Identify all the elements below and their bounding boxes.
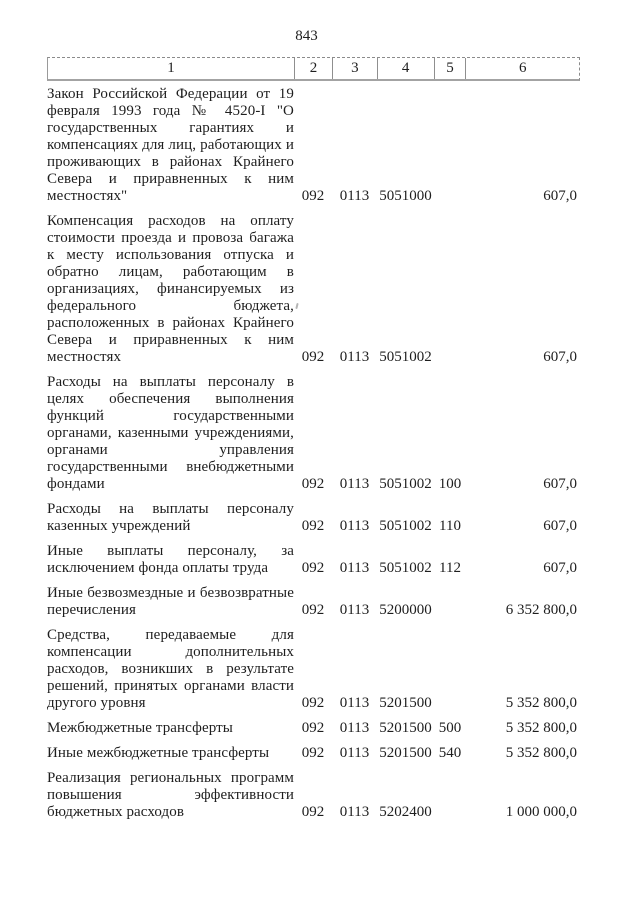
row-description: Средства, передаваемые для компенсации дополнительных расходов, возникших в результате решений, принятых органами власти другого уровня: [47, 627, 294, 711]
table-row: [47, 213, 580, 366]
row-code-chapter: 092: [301, 804, 325, 820]
row-amount: 607,0: [543, 476, 577, 492]
table-row: [47, 543, 580, 577]
table-row: [47, 501, 580, 535]
row-code-target-article: 5201500: [379, 695, 432, 711]
column-header-1: 1: [167, 60, 175, 76]
table-row: [47, 720, 580, 737]
row-code-expense-type: 112: [439, 560, 461, 576]
row-code-section: 0113: [339, 695, 370, 711]
row-code-target-article: 5200000: [379, 602, 432, 618]
row-code-chapter: 092: [301, 560, 325, 576]
table-row: [47, 770, 580, 821]
column-header-4: 4: [377, 58, 434, 79]
row-code-section: 0113: [339, 349, 370, 365]
row-code-target-article: 5051002: [379, 518, 432, 534]
row-description: Реализация региональных программ повышения эффективности бюджетных расходов: [47, 770, 294, 820]
row-code-expense-type: 100: [438, 476, 462, 492]
row-description: Иные безвозмездные и безвозвратные перечисления: [47, 585, 294, 618]
table-row: [47, 86, 580, 205]
column-header-6: 6: [465, 58, 579, 79]
column-header-5: 5: [434, 58, 466, 79]
row-code-section: 0113: [339, 188, 370, 204]
row-code-chapter: 092: [301, 518, 325, 534]
row-code-section: 0113: [339, 720, 370, 736]
row-code-section: 0113: [339, 804, 370, 820]
row-code-chapter: 092: [301, 188, 325, 204]
table-body: [47, 86, 580, 829]
row-code-chapter: 092: [301, 695, 325, 711]
row-amount: 607,0: [543, 188, 577, 204]
row-code-target-article: 5201500: [379, 745, 432, 761]
row-description: Иные выплаты персоналу, за исключением фонда оплаты труда: [47, 543, 294, 576]
row-code-section: 0113: [339, 745, 370, 761]
row-amount: 5 352 800,0: [505, 695, 577, 711]
column-header-3: 3: [332, 58, 377, 79]
row-code-chapter: 092: [301, 745, 325, 761]
table-row: [47, 745, 580, 762]
row-description: Расходы на выплаты персоналу в целях обеспечения выполнения функций государственными органами, казенными учреждениями, органами управления государственными внебюджетными фондами: [47, 374, 294, 492]
row-code-section: 0113: [339, 476, 370, 492]
row-code-chapter: 092: [301, 602, 325, 618]
row-description: Расходы на выплаты персоналу казенных учреждений: [47, 501, 294, 534]
row-code-target-article: 5051002: [379, 560, 432, 576]
row-code-chapter: 092: [301, 476, 325, 492]
row-description: Иные межбюджетные трансферты: [47, 745, 270, 761]
row-amount: 5 352 800,0: [505, 745, 577, 761]
table-row: [47, 374, 580, 493]
row-amount: 607,0: [543, 560, 577, 576]
row-code-target-article: 5201500: [379, 720, 432, 736]
table-row: [47, 585, 580, 619]
row-code-target-article: 5051002: [379, 349, 432, 365]
row-amount: 607,0: [543, 518, 577, 534]
row-code-expense-type: 110: [439, 518, 461, 534]
row-code-target-article: 5051000: [379, 188, 432, 204]
row-amount: 607,0: [543, 349, 577, 365]
row-amount: 5 352 800,0: [505, 720, 577, 736]
column-header-2: 2: [294, 58, 332, 79]
table-row: [47, 627, 580, 712]
row-code-section: 0113: [339, 560, 370, 576]
row-code-chapter: 092: [301, 720, 325, 736]
row-code-target-article: 5051002: [379, 476, 432, 492]
row-amount: 1 000 000,0: [505, 804, 577, 820]
row-code-target-article: 5202400: [379, 804, 432, 820]
row-description: Компенсация расходов на оплату стоимости проезда и провоза багажа к месту использования отпуска и обратно лицам, работающим в организациях, финансируемых из федерального бюджета, расположенных в районах Крайнего Севера и приравненных к ним местностях: [47, 213, 294, 365]
row-code-expense-type: 540: [438, 745, 462, 761]
row-code-section: 0113: [339, 518, 370, 534]
row-code-expense-type: 500: [438, 720, 462, 736]
table-header-row: [47, 57, 580, 81]
row-amount: 6 352 800,0: [505, 602, 577, 618]
row-description: Межбюджетные трансферты: [47, 720, 233, 736]
row-description: Закон Российской Федерации от 19 февраля 1993 года № 4520-I "О государственных гарантиях и компенсациях для лиц, работающих и проживающих в районах Крайнего Севера и приравненных к ним местностях": [47, 86, 294, 204]
page-number: 843: [295, 28, 318, 44]
row-code-chapter: 092: [301, 349, 325, 365]
row-code-section: 0113: [339, 602, 370, 618]
